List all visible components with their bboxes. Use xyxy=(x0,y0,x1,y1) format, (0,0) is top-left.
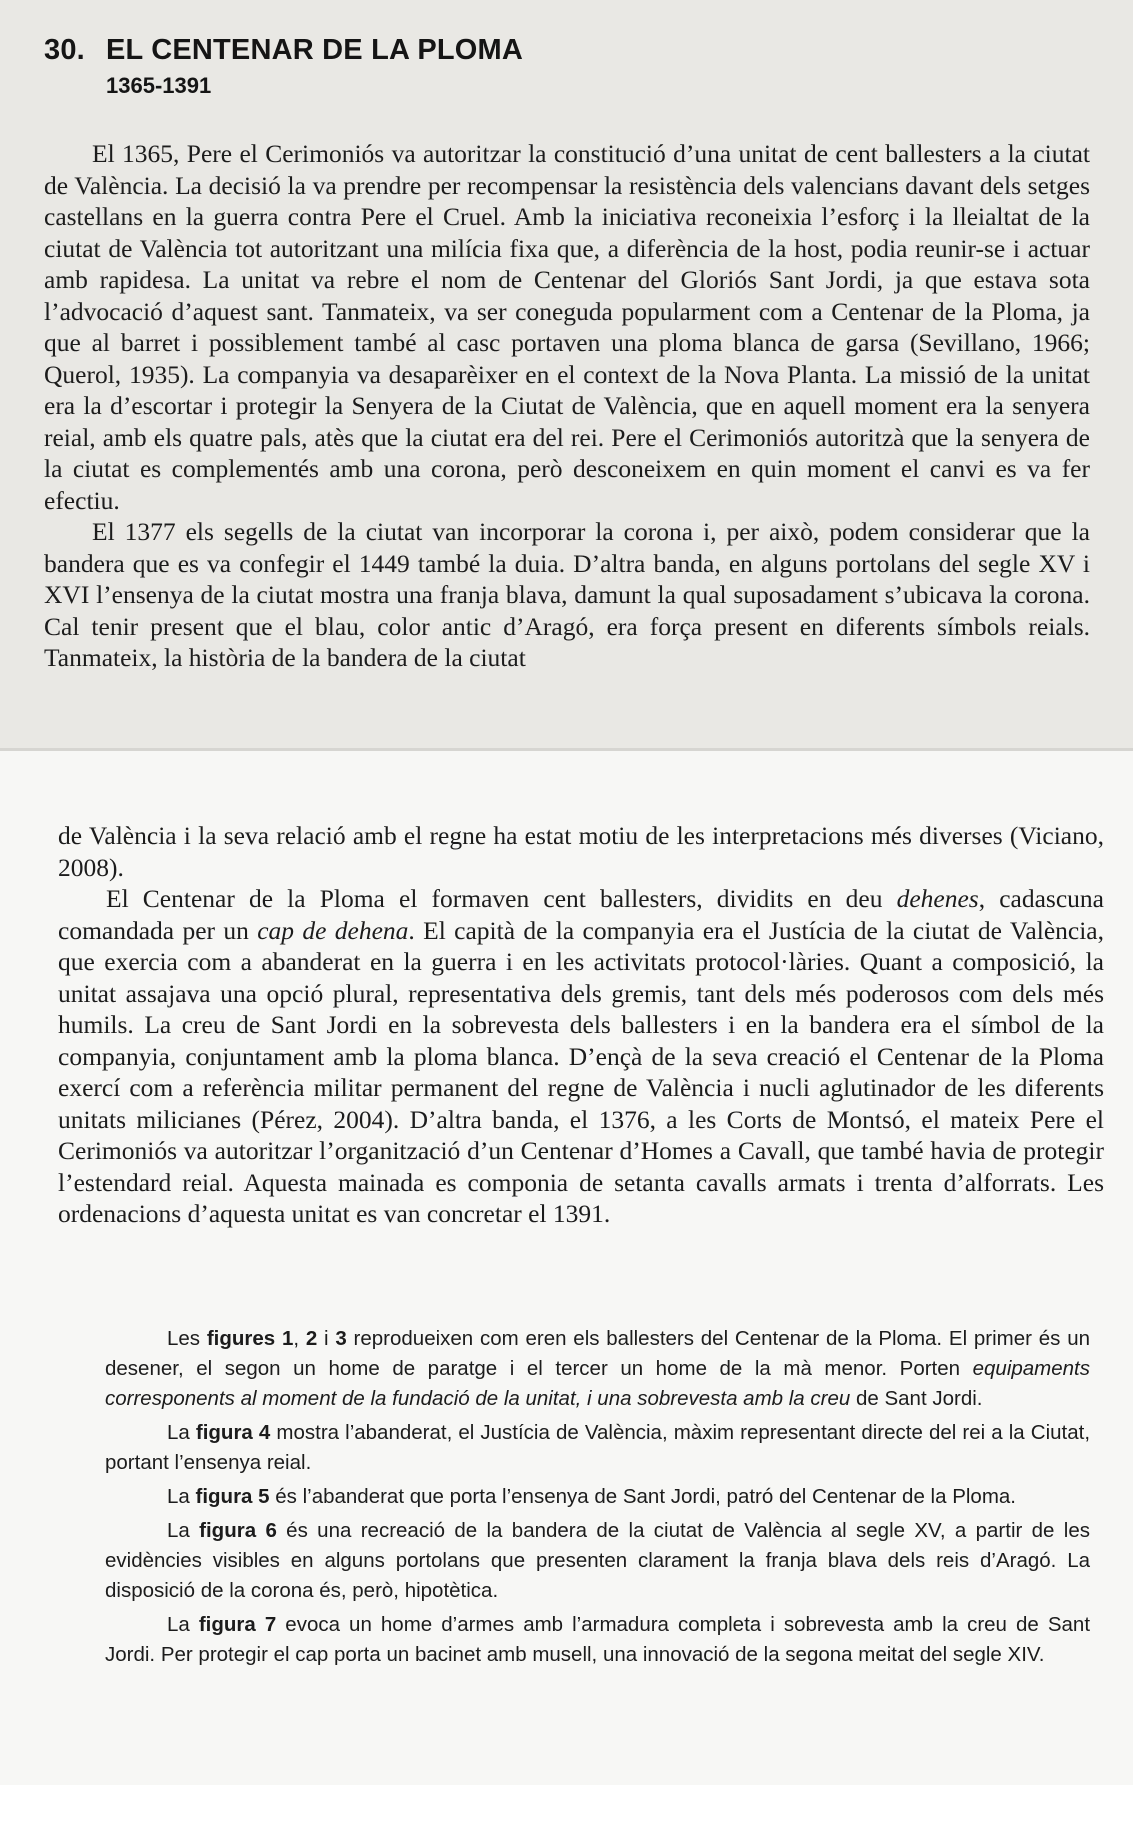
chapter-title-text: EL CENTENAR DE LA PLOMA xyxy=(106,34,524,66)
paragraph-3: El Centenar de la Ploma el formaven cent ballesters, dividits en deu dehenes, cadascuna comandada per un cap de dehena. El capità de la companyia era el Justícia de la ciutat de València, que exercia com a abanderat en la guerra i en les activitats protocol·làries. Quant a composició, la unitat assajava una opció plural, representativa dels gremis, tant dels més poderosos com dels més humils. La creu de Sant Jordi en la sobrevesta dels ballesters i en la bandera era el símbol de la companyia, conjuntament amb la ploma blanca. D’ençà de la seva creació el Centenar de la Ploma exercí com a referència militar permanent del regne de València i nucli aglutinador de les diferents unitats milicianes (Pérez, 2004). D’altra banda, el 1376, a les Corts de Montsó, el mateix Pere el Cerimoniós va autoritzar l’organització d’un Centenar d’Homes a Cavall, que també havia de protegir l’estendard reial. Aquesta mainada es componia de setanta cavalls armats i trenta d’alforrats. Les ordenacions d’aquesta unitat es van concretar el 1391. xyxy=(58,884,1105,1228)
paragraph-1: El 1365, Pere el Cerimoniós va autoritzar la constitució d’una unitat de cent ballesters a la ciutat de València. La decisió la va prendre per recompensar la resistència dels valencians davant dels setges castellans en la guerra contra Pere el Cruel. Amb la iniciativa reconeixia l’esforç i la lleialtat de la ciutat de València tot autoritzant una milícia fixa que, a diferència de la host, podia reunir-se i actuar amb rapidesa. La unitat va rebre el nom de Centenar del Gloriós Sant Jordi, ja que estava sota l’advocació d’aquest sant. Tanmateix, va ser coneguda popularment com a Centenar de la Ploma, ja que al barret i possiblement també al casc portaven una ploma blanca de garsa (Sevillano, 1966; Querol, 1935). La companyia va desaparèixer en el context de la Nova Planta. La missió de la unitat era la d’escortar i protegir la Senyera de la Ciutat de València, que en aquell moment era la senyera reial, amb els quatre pals, atès que la ciutat era del rei. Pere el Cerimoniós autoritzà que la senyera de la ciutat es complementés amb una corona, però desconeixem en quin moment el canvi es va fer efectiu. xyxy=(44,139,1090,515)
paragraph-2: El 1377 els segells de la ciutat van incorporar la corona i, per això, podem considerar que la bandera que es va confegir el 1449 també la duia. D’altra banda, en alguns portolans del segle XV i XVI l’ensenya de la ciutat mostra una franja blava, damunt la qual suposadament s’ubicava la corona. Cal tenir present que el blau, color antic d’Aragó, era força present en diferents símbols reials. Tanmateix, la història de la bandera de la ciutat xyxy=(44,517,1090,672)
term-cap-de-dehena: cap de dehena xyxy=(257,915,409,945)
caption-figure-5: La figura 5 és l’abanderat que porta l’ensenya de Sant Jordi, patró del Centenar de la Ploma. xyxy=(167,1485,1016,1508)
caption-figures-1-3: Les figures 1, 2 i 3 reprodueixen com eren els ballesters del Centenar de la Ploma. El primer és un desener, el segon un home de paratge i el tercer un home de la mà menor. Porten equipaments corresponents al moment de la fundació de la unitat, i una sobrevesta amb la creu de Sant Jordi. xyxy=(105,1327,1090,1410)
scan-seam xyxy=(0,748,1133,751)
term-dehenes: dehenes xyxy=(896,884,979,913)
chapter-number: 30. xyxy=(44,34,85,66)
chapter-title xyxy=(44,34,523,67)
chapter-dates: 1365-1391 xyxy=(106,73,212,98)
top-text-block xyxy=(44,138,1090,674)
caption-figure-4: La figura 4 mostra l’abanderat, el Justícia de València, màxim representant directe del rei a la Ciutat, portant l’ensenya reial. xyxy=(105,1421,1091,1474)
paragraph-continuation: de València i la seva relació amb el regne ha estat motiu de les interpretacions més diverses (Viciano, 2008). xyxy=(58,821,1104,882)
figure-captions xyxy=(105,1324,1090,1674)
caption-figure-6: La figura 6 és una recreació de la bandera de la ciutat de València al segle XV, a partir de les evidències visibles en alguns portolans que presenten clarament la franja blava dels reis d’Aragó. La disposició de la corona és, però, hipotètica. xyxy=(105,1519,1091,1602)
chapter-header xyxy=(44,34,523,99)
caption-figure-7: La figura 7 evoca un home d’armes amb l’armadura completa i sobrevesta amb la creu de Sant Jordi. Per protegir el cap porta un bacinet amb musell, una innovació de la segona meitat del segle XIV. xyxy=(105,1613,1091,1666)
bottom-text-block xyxy=(58,820,1104,1230)
scan-bottom-edge xyxy=(0,1785,1133,1821)
